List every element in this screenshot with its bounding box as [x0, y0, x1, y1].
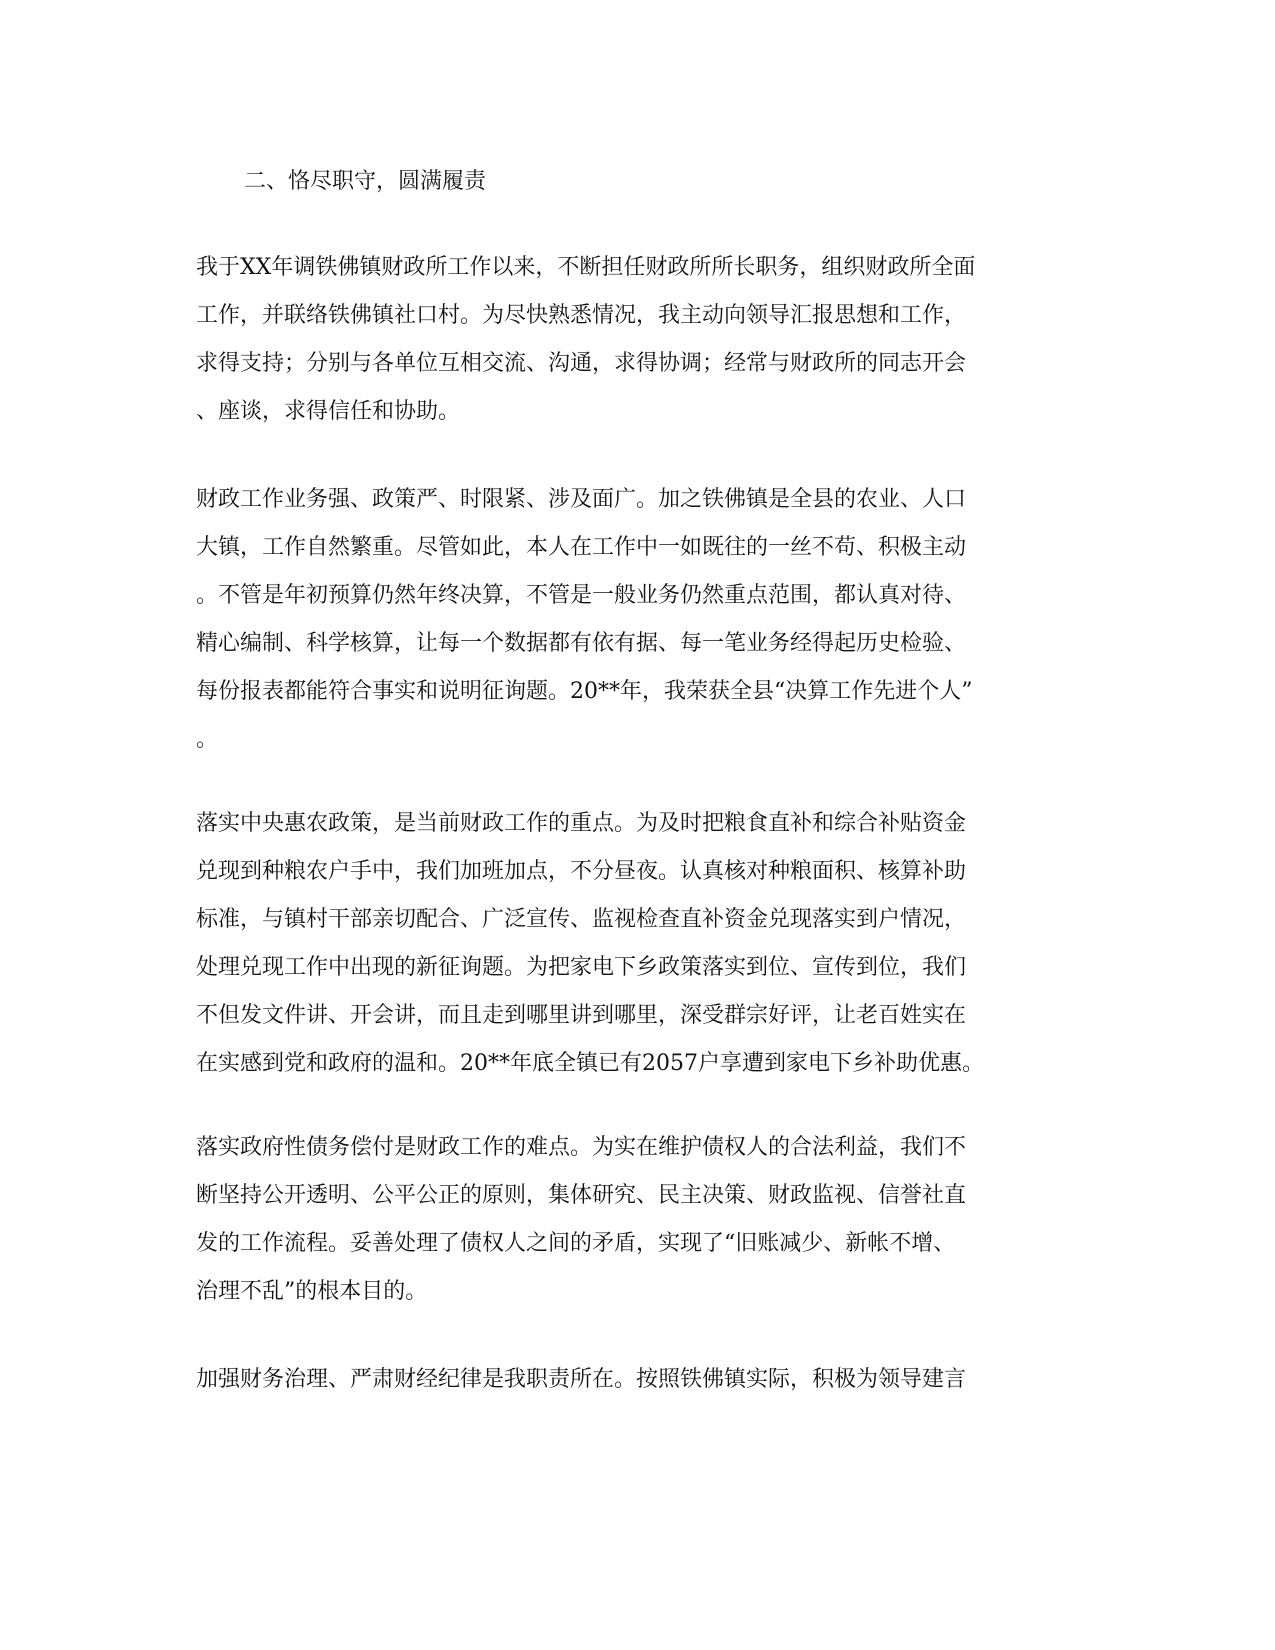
paragraph-line: 标准，与镇村干部亲切配合、广泛宣传、监视检查直补资金兑现落实到户情况， — [196, 907, 967, 932]
paragraph-line: 工作，并联络铁佛镇社口村。为尽快熟悉情况，我主动向领导汇报思想和工作， — [196, 303, 967, 328]
paragraph-line: 断坚持公开透明、公平公正的原则，集体研究、民主决策、财政监视、信誉社直 — [196, 1183, 967, 1208]
paragraph-line: 在实感到党和政府的温和。20**年底全镇已有2057户享遭到家电下乡补助优惠。 — [196, 1051, 984, 1076]
paragraph-3 — [196, 800, 1076, 1088]
paragraph-line: 处理兑现工作中出现的新征询题。为把家电下乡政策落实到位、宣传到位，我们 — [196, 955, 967, 980]
paragraph-line: 精心编制、科学核算，让每一个数据都有依有据、每一笔业务经得起历史检验、 — [196, 631, 967, 656]
paragraph-4 — [196, 1124, 1076, 1316]
paragraph-line: 求得支持；分别与各单位互相交流、沟通，求得协调；经常与财政所的同志开会 — [196, 351, 967, 376]
section-heading: 二、恪尽职守，圆满履责 — [244, 169, 487, 194]
paragraph-line: 每份报表都能符合事实和说明征询题。20**年，我荣获全县“决算工作先进个人” — [196, 679, 973, 704]
paragraph-line: 发的工作流程。妥善处理了债权人之间的矛盾，实现了“旧账减少、新帐不增、 — [196, 1231, 956, 1256]
paragraph-line: 兑现到种粮农户手中，我们加班加点，不分昼夜。认真核对种粮面积、核算补助 — [196, 859, 967, 884]
paragraph-line: 治理不乱”的根本目的。 — [196, 1279, 428, 1304]
paragraph-line: 我于XX年调铁佛镇财政所工作以来，不断担任财政所所长职务，组织财政所全面 — [196, 255, 976, 280]
paragraph-line: 大镇，工作自然繁重。尽管如此，本人在工作中一如既往的一丝不苟、积极主动 — [196, 535, 967, 560]
paragraph-line: 。 — [196, 727, 219, 752]
paragraph-line: 落实中央惠农政策，是当前财政工作的重点。为及时把粮食直补和综合补贴资金 — [196, 811, 967, 836]
paragraph-line: 落实政府性债务偿付是财政工作的难点。为实在维护债权人的合法利益，我们不 — [196, 1135, 967, 1160]
paragraph-line: 加强财务治理、严肃财经纪律是我职责所在。按照铁佛镇实际，积极为领导建言 — [196, 1367, 967, 1392]
paragraph-line: 。不管是年初预算仍然年终决算，不管是一般业务仍然重点范围，都认真对待、 — [196, 583, 967, 608]
paragraph-1 — [196, 244, 1076, 436]
paragraph-2 — [196, 476, 1076, 764]
paragraph-line: 、座谈，求得信任和协助。 — [196, 399, 461, 424]
paragraph-line: 财政工作业务强、政策严、时限紧、涉及面广。加之铁佛镇是全县的农业、人口 — [196, 487, 967, 512]
paragraph-5 — [196, 1356, 1076, 1404]
paragraph-line: 不但发文件讲、开会讲，而且走到哪里讲到哪里，深受群宗好评，让老百姓实在 — [196, 1003, 967, 1028]
